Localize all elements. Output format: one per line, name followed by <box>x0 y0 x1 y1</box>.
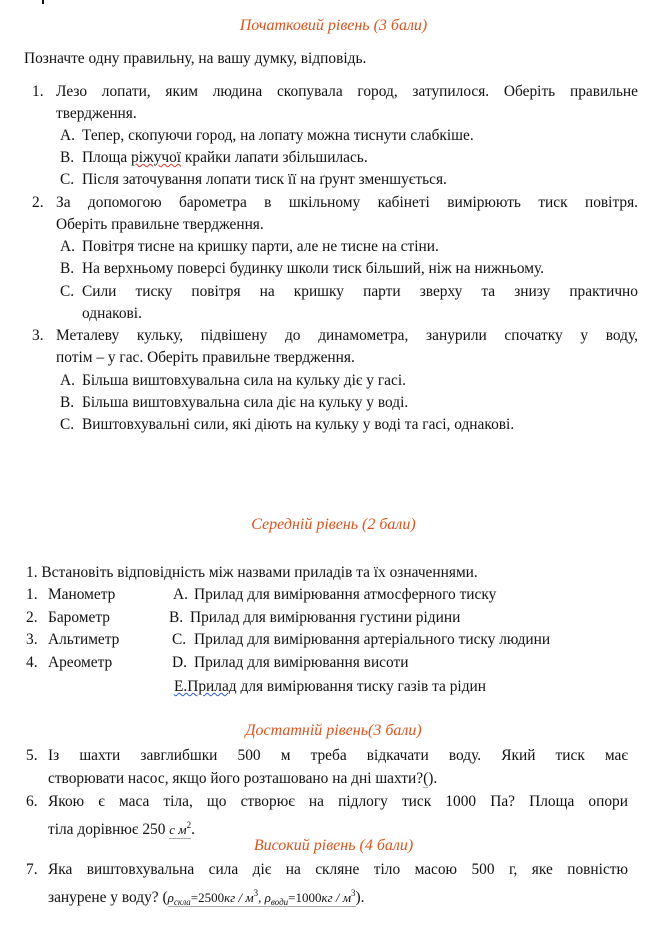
definition-text: Прилад для вимірювання густини рідини <box>190 609 461 626</box>
question-number: 3. <box>32 327 44 344</box>
question-number: 7. <box>26 861 38 878</box>
question-number: 2. <box>32 194 44 211</box>
spellcheck-marked-word: ріжучої <box>131 149 182 166</box>
question-number: 6. <box>26 793 38 810</box>
definition-letter: A. <box>173 586 188 603</box>
question-text: Із шахти завглибшки 500 м треба відкачати воду. Який тиск має <box>48 747 628 764</box>
question-number: 5. <box>26 747 38 764</box>
definition-letter: B. <box>169 609 184 626</box>
embedded-formula: ( <box>423 770 429 787</box>
question-text-cont: занурене у воду? ($\rho_{скла}=2500кг / м^3$, $\rho_{води}=1000кг / м^3$). <box>48 888 365 907</box>
option-letter: C. <box>60 171 75 188</box>
option-letter: B. <box>60 394 75 411</box>
option-text: Після заточування лопати тиск її на ґрунт зменшується. <box>82 171 447 188</box>
option-letter: A. <box>60 372 75 389</box>
option-text: Більша виштовхувальна сила діє на кульку у воді. <box>82 394 409 411</box>
question-text-cont: створювати насос, якщо його розташовано на дні шахти?(). <box>48 770 438 787</box>
question-text-cont: твердження. <box>56 105 137 122</box>
definition-text: Прилад для вимірювання артеріального тиску людини <box>194 631 551 648</box>
instruction-text: Позначте одну правильну, на вашу думку, відповідь. <box>24 50 367 67</box>
area-unit: с $м^2$ <box>169 820 192 837</box>
definition-e: Е.Прилад для вимірювання тиску газів та рідин <box>174 678 487 695</box>
spellcheck-marked-word: Е.Прилад <box>174 678 237 695</box>
device-name: Ареометр <box>48 654 113 671</box>
question-text: Металеву кульку, підвішену до динамометра, занурили спочатку у воду, <box>56 327 638 344</box>
question-number: 1. <box>32 83 44 100</box>
device-number: 1. <box>26 586 38 603</box>
heading-middle-level: Середній рівень (2 бали) <box>251 516 416 533</box>
heading-initial-level: Початковий рівень (3 бали) <box>239 17 428 34</box>
device-name: Альтиметр <box>48 631 120 648</box>
definition-text: Прилад для вимірювання атмосферного тиску <box>194 586 497 603</box>
option-text: Тепер, скопуючи город, на лопату можна тиснути слабкіше. <box>82 127 474 144</box>
option-text: Виштовхувальні сили, які діють на кульку у воді та гасі, однакові. <box>82 416 515 433</box>
question-text: Якою є маса тіла, що створює на підлогу тиск 1000 Па? Площа опори <box>48 793 628 810</box>
device-name: Манометр <box>48 586 116 603</box>
definition-text: Прилад для вимірювання висоти <box>194 654 409 671</box>
top-edge-mark <box>42 0 44 4</box>
question-text: Яка виштовхувальна сила діє на скляне тіло масою 500 г, яке повністю <box>48 861 628 878</box>
device-name: Барометр <box>48 609 110 626</box>
option-text: Більша виштовхувальна сила на кульку діє у гасі. <box>82 372 406 389</box>
question-text: Лезо лопати, яким людина скопувала город, затупилося. Оберіть правильне <box>56 83 638 100</box>
option-letter: B. <box>60 260 75 277</box>
definition-letter: D. <box>172 654 187 671</box>
question-text-cont: тіла дорівнює 250 с $м^2$. <box>48 820 195 838</box>
option-letter: B. <box>60 149 75 166</box>
device-number: 2. <box>26 609 38 626</box>
option-letter: C. <box>60 283 75 300</box>
question-text-cont: потім – у гас. Оберіть правильне твердження. <box>56 349 355 366</box>
option-text-cont: однакові. <box>82 305 142 322</box>
heading-sufficient-level: Достатній рівень(3 бали) <box>245 722 422 739</box>
option-letter: A. <box>60 238 75 255</box>
question-text: За допомогою барометра в шкільному кабінеті вимірюють тиск повітря. <box>56 194 638 211</box>
option-text: Повітря тисне на кришку парти, але не тисне на стіни. <box>82 238 439 255</box>
option-text: На верхньому поверсі будинку школи тиск більший, ніж на нижньому. <box>82 260 544 277</box>
option-text: Площа ріжучої крайки лапати збільшилась. <box>82 149 368 166</box>
option-letter: C. <box>60 416 75 433</box>
density-formula: $\rho_{скла}=2500кг / м^3$, $\rho_{води}=1000кг / м^3$ <box>167 888 356 907</box>
device-number: 4. <box>26 654 38 671</box>
option-text: Сили тиску повітря на кришку парти зверху та знизу практично <box>82 283 638 300</box>
matching-task-text: 1. Встановіть відповідність між назвами приладів та їх означеннями. <box>26 564 478 581</box>
option-letter: A. <box>60 127 75 144</box>
definition-letter: C. <box>172 631 187 648</box>
device-number: 3. <box>26 631 38 648</box>
heading-high-level: Високий рівень (4 бали) <box>253 837 414 854</box>
question-text-cont: Оберіть правильне твердження. <box>56 216 264 233</box>
